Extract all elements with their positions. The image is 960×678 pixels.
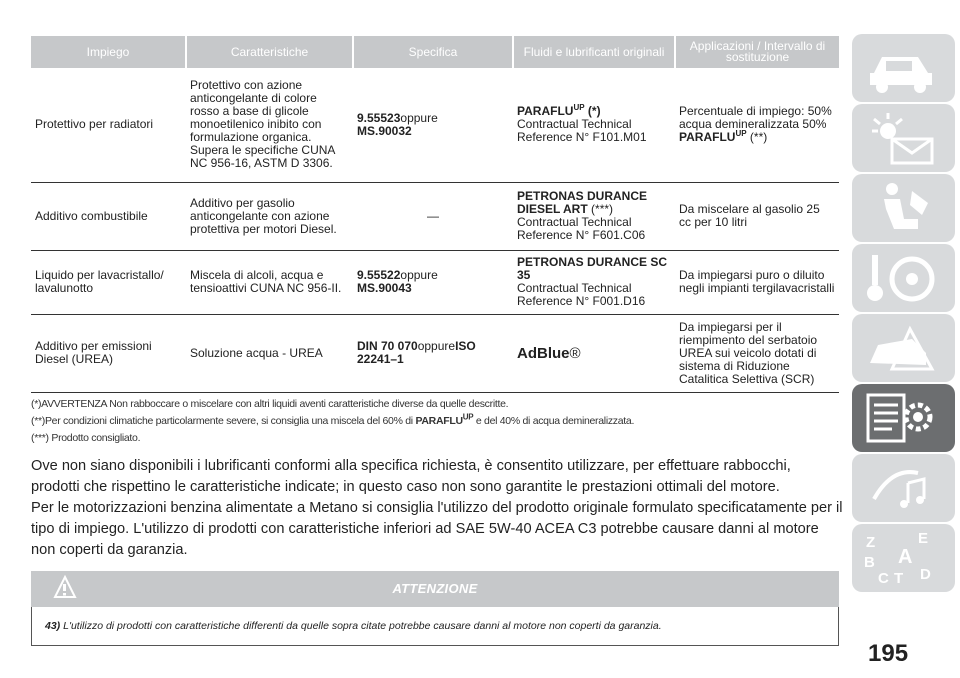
table-row [31, 314, 839, 392]
index-letter: A [898, 546, 913, 568]
cell-applicazione: Da impiegarsi puro o diluito negli impianti tergilavacristalli [675, 250, 839, 314]
fluid-sup: UP [573, 103, 585, 113]
warning-text [45, 620, 662, 632]
fluids-table [31, 36, 839, 393]
col-header-applicazioni: Applicazioni / Intervallo di sostituzione [675, 36, 839, 68]
col-header-fluidi: Fluidi e lubrificanti originali [513, 36, 675, 68]
cell-fluido [513, 250, 675, 314]
table-row [31, 68, 839, 182]
body-paragraph: Ove non siano disponibili i lubrificanti conformi alla specifica richiesta, è consentito utilizzare, per effettuare rabbocchi, prodotti che rispettino le caratteristiche indicate; in questo caso non sono garantite le prestazioni ottimali del motore. [31, 458, 791, 495]
multimedia-icon [862, 459, 942, 517]
cell-caratteristiche: Protettivo con azione anticongelante di colore rosso a base di glicole monoetilenico inibito con formulazione organica. Supera le specifiche CUNA NC 956-16, ASTM D 3306. [186, 68, 353, 182]
fluid-reference: Contractual Technical Reference N° F601.C06 [517, 215, 646, 242]
cell-specifica: — [353, 182, 513, 250]
table-row [31, 182, 839, 250]
fluid-reference: Contractual Technical Reference N° F001.D16 [517, 281, 646, 308]
tab-start[interactable] [852, 244, 955, 312]
index-letter: E [918, 530, 929, 547]
cell-caratteristiche: Additivo per gasolio anticongelante con azione protettiva per motori Diesel. [186, 182, 353, 250]
warning-header [31, 571, 839, 607]
col-header-specifica: Specifica [353, 36, 513, 68]
table-notes [31, 398, 839, 444]
cell-applicazione [675, 68, 839, 182]
spec-code: 9.55523 [357, 110, 401, 125]
cell-specifica [353, 250, 513, 314]
tab-technical-data[interactable] [852, 384, 955, 452]
index-letter: Z [866, 534, 876, 551]
spec-code: MS.90043 [357, 281, 412, 295]
tab-dashboard[interactable] [852, 104, 955, 172]
cell-specifica [353, 68, 513, 182]
warning-title: ATTENZIONE [392, 581, 478, 596]
steering-key-icon [862, 249, 942, 307]
app-mark: (**) [746, 130, 768, 145]
fluid-name: PETRONAS DURANCE SC 35 [517, 255, 668, 282]
body-paragraph: Per le motorizzazioni benzina alimentate a Metano si consiglia l'utilizzo del prodotto originale formulato specificatamente per il tipo di impiego. L'utilizzo di prodotti con caratteristiche inferiori ad SAE 5W-40 ACEA C3 potrebbe causare danni al motore non coperti da garanzia. [31, 500, 843, 558]
warning-box [31, 607, 839, 646]
app-name: PARAFLU [679, 130, 736, 145]
cell-impiego: Additivo per emissioni Diesel (UREA) [31, 314, 186, 392]
index-letter: T [894, 570, 904, 587]
fluid-mark: ® [569, 344, 581, 362]
spec-code: MS.90032 [357, 123, 412, 138]
fluid-mark: (***) [587, 202, 614, 216]
cell-fluido [513, 314, 675, 392]
spec-code: 9.55522 [357, 268, 401, 282]
cell-applicazione: Da miscelare al gasolio 25 cc per 10 litri [675, 182, 839, 250]
note-2-text: (**)Per condizioni climatiche particolarmente severe, si consiglia una miscela del 60% di [31, 414, 416, 427]
cell-impiego: Additivo combustibile [31, 182, 186, 250]
note-2-sup: UP [462, 412, 474, 421]
dashboard-lights-icon [862, 109, 942, 167]
page-number: 195 [868, 640, 909, 667]
cell-caratteristiche: Miscela di alcoli, acqua e tensioattivi CUNA NC 956-II. [186, 250, 353, 314]
note-2-tail: e del 40% di acqua demineralizzata. [473, 414, 635, 427]
col-header-caratteristiche: Caratteristiche [186, 36, 353, 68]
spec-table-area [31, 36, 839, 444]
note-2-name: PARAFLU [415, 414, 463, 427]
fluid-mark: (*) [584, 104, 601, 119]
index-letter: D [920, 566, 931, 583]
spec-join: oppure [400, 268, 438, 282]
fluid-name: PARAFLU [517, 104, 574, 119]
app-text: Percentuale di impiego: 50% acqua demineralizzata 50% [679, 104, 832, 132]
emergency-icon [862, 319, 942, 377]
cell-fluido [513, 68, 675, 182]
table-row [31, 250, 839, 314]
spec-code: DIN 70 070 [357, 339, 418, 353]
spec-join: oppure [417, 339, 456, 353]
tab-index[interactable] [852, 524, 955, 592]
car-icon [862, 39, 942, 97]
fluid-reference: Contractual Technical Reference N° F101.M01 [517, 117, 647, 145]
tech-data-icon [862, 389, 942, 447]
cell-fluido [513, 182, 675, 250]
note-1: (*)AVVERTENZA Non rabboccare o miscelare con altri liquidi aventi caratteristiche diverse da quelle descritte. [31, 397, 509, 410]
tab-car[interactable] [852, 34, 955, 102]
warning-number: 43) [45, 620, 61, 632]
cell-caratteristiche: Soluzione acqua - UREA [186, 314, 353, 392]
table-header-row [31, 36, 839, 68]
tab-multimedia[interactable] [852, 454, 955, 522]
tab-emergency[interactable] [852, 314, 955, 382]
fluid-name: AdBlue [517, 344, 570, 362]
index-letter: C [878, 570, 889, 587]
cell-impiego: Liquido per lavacristallo/ lavalunotto [31, 250, 186, 314]
body-text [31, 456, 843, 561]
index-icon [862, 529, 942, 587]
spec-join: oppure [400, 110, 438, 125]
note-3: (***) Prodotto consigliato. [31, 431, 141, 444]
note-2 [31, 412, 839, 427]
cell-impiego: Protettivo per radiatori [31, 68, 186, 182]
cell-applicazione: Da impiegarsi per il riempimento del serbatoio UREA sui veicolo dotati di sistema di Riduzione Catalitica Selettiva (SCR) [675, 314, 839, 392]
col-header-impiego: Impiego [31, 36, 186, 68]
fluid-name: PETRONAS DURANCE DIESEL ART [517, 189, 648, 216]
tab-safety[interactable] [852, 174, 955, 242]
seat-airbag-icon [862, 179, 942, 237]
index-letter: B [864, 554, 875, 571]
cell-specifica [353, 314, 513, 392]
app-sup: UP [735, 129, 747, 139]
spec-code: ISO 22241–1 [357, 339, 476, 366]
warning-message: L'utilizzo di prodotti con caratteristiche differenti da quelle sopra citate potrebbe causare danni al motore non coperti da garanzia. [63, 620, 662, 632]
